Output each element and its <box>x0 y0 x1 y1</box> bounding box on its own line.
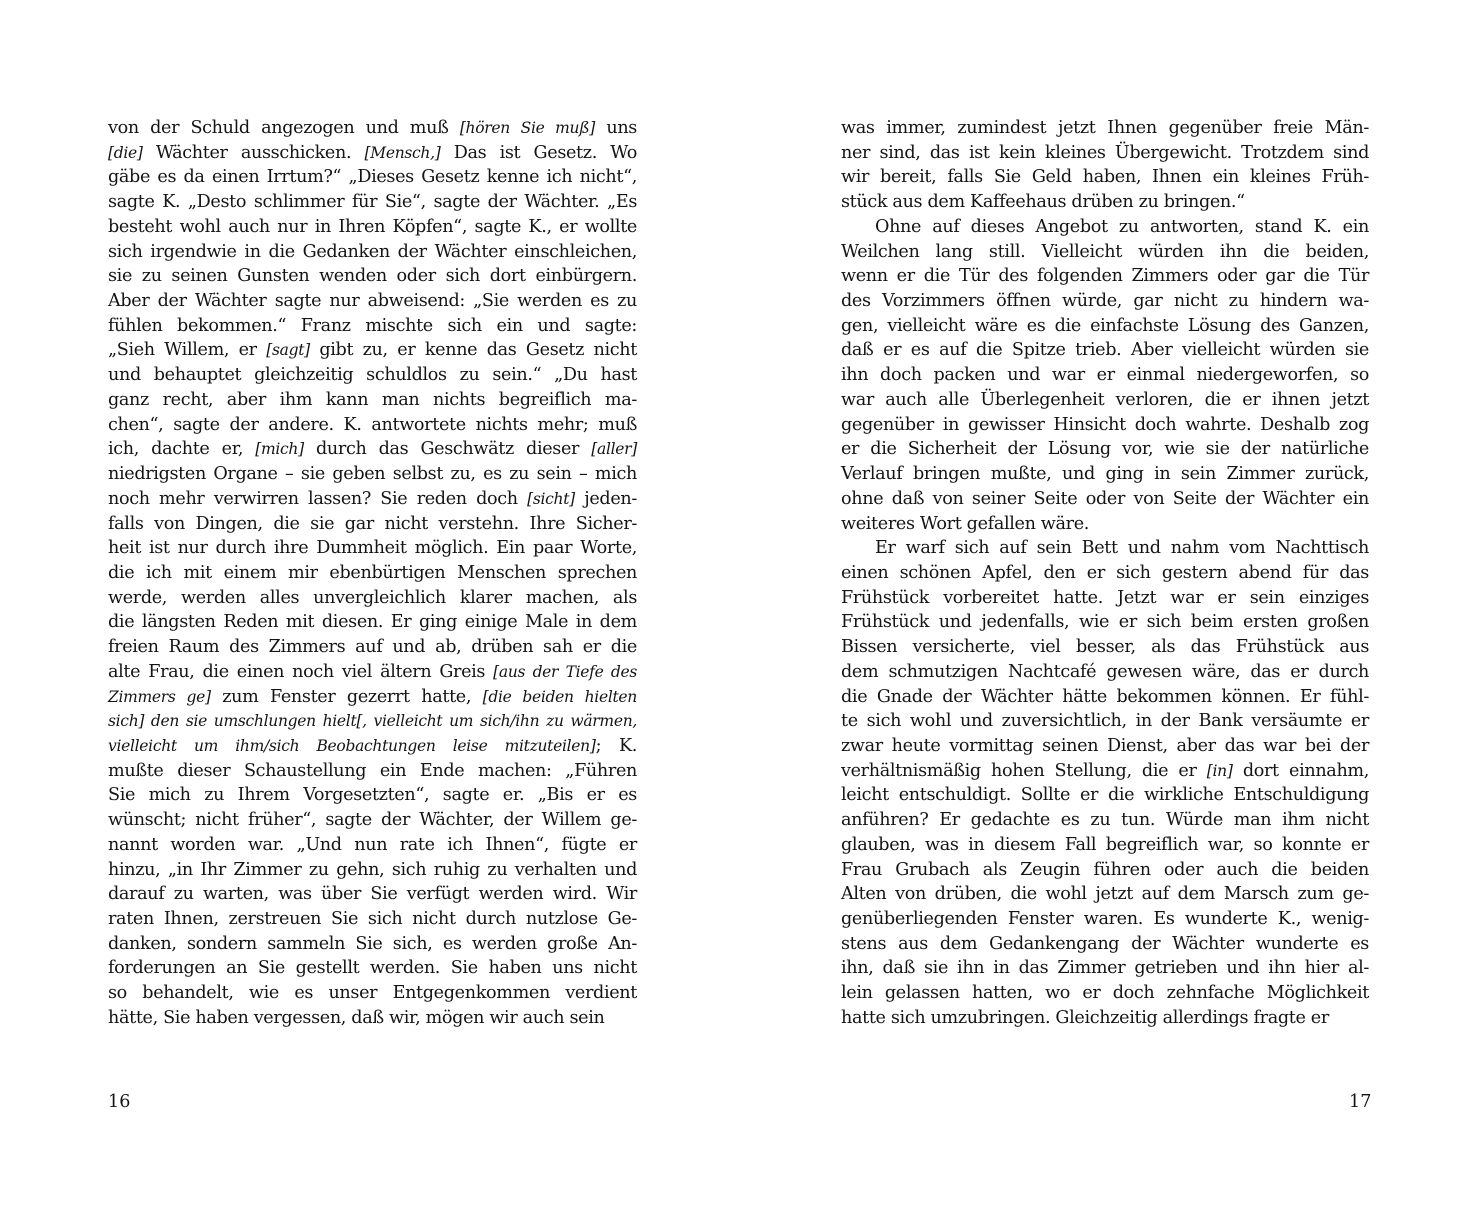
text-run: anführen? Er gedachte es zu tun. Würde man ihm nicht <box>841 810 1369 831</box>
text-line <box>108 289 637 314</box>
text-run: danken, sondern sammeln Sie sich, es werden große An- <box>108 933 637 954</box>
text-run: falls von Dingen, die sie gar nicht verstehn. Ihre Sicher- <box>108 513 637 534</box>
text-run: ohne daß von seiner Seite oder von Seite der Wächter ein <box>841 488 1369 509</box>
text-run: sagte K. „Desto schlimmer für Sie“, sagte der Wächter. „Es <box>108 192 637 213</box>
text-run: stück aus dem Kaffeehaus drüben zu bringen.“ <box>841 192 1245 213</box>
text-run: Weilchen lang still. Vielleicht würden ihn die beiden, <box>841 241 1369 262</box>
text-line <box>841 190 1369 215</box>
text-line <box>841 833 1369 858</box>
text-run: te sich wohl und zuversichtlich, in der Bank versäumte er <box>841 711 1369 732</box>
editorial-deletion: vielleicht um ihm/sich Beobachtungen leise mitzuteilen] <box>108 736 596 755</box>
text-run: zum Fenster gezerrt hatte, <box>210 686 483 707</box>
text-run: glauben, was in diesem Fall begreiflich war, so konnte er <box>841 834 1369 855</box>
text-line <box>108 437 637 462</box>
text-run: ner sind, das ist kein kleines Übergewicht. Trotzdem sind <box>841 142 1369 163</box>
text-run: die ich mit einem mir ebenbürtigen Menschen sprechen <box>108 562 637 583</box>
text-run: forderungen an Sie gestellt werden. Sie haben uns nicht <box>108 958 637 979</box>
text-line <box>841 932 1369 957</box>
text-line <box>108 314 637 339</box>
text-run: einen schönen Apfel, den er sich gestern abend für das <box>841 562 1369 583</box>
text-run: nannt worden war. „Und nun rate ich Ihnen“, fügte er <box>108 834 637 855</box>
text-run: ihn doch packen und war er einmal niedergeworfen, so <box>841 365 1369 386</box>
editorial-deletion: [sagt] <box>266 341 310 360</box>
text-line <box>108 660 637 685</box>
text-line <box>841 660 1369 685</box>
text-run: Aber der Wächter sagte nur abweisend: „Sie werden es zu <box>108 291 637 312</box>
editorial-deletion: [in] <box>1206 761 1233 780</box>
text-line <box>108 783 637 808</box>
editorial-deletion: [aller] <box>591 440 637 459</box>
text-line <box>108 734 637 759</box>
text-run: „Sieh Willem, er <box>108 340 267 361</box>
text-run: er die Sicherheit der Lösung vor, wie sie der natürliche <box>841 439 1369 460</box>
text-line <box>108 190 637 215</box>
text-line <box>108 635 637 660</box>
text-line <box>108 264 637 289</box>
text-line <box>108 240 637 265</box>
editorial-deletion: [sicht] <box>527 489 575 508</box>
text-run: war auch alle Überlegenheit verloren, die er ihnen jetzt <box>841 389 1369 410</box>
text-run: des Vorzimmers öffnen würde, gar nicht zu hindern wa- <box>841 291 1369 312</box>
text-line <box>841 981 1369 1006</box>
text-line <box>841 437 1369 462</box>
text-line <box>841 116 1369 141</box>
text-run: dem schmutzigen Nachtcafé gewesen wäre, das er durch <box>841 661 1369 682</box>
text-run: Alten von drüben, die wohl jetzt auf dem Marsch zum ge- <box>841 884 1369 905</box>
text-run: zwar heute vormittag seinen Dienst, aber das war bei der <box>841 735 1369 756</box>
text-line <box>108 882 637 907</box>
text-line <box>841 487 1369 512</box>
text-line <box>108 536 637 561</box>
text-run: gäbe es da einen Irrtum?“ „Dieses Gesetz kenne ich nicht“, <box>108 167 637 188</box>
editorial-deletion: [mich] <box>255 440 304 459</box>
text-run: ganz recht, aber ihm kann man nichts begreiflich ma- <box>108 389 637 410</box>
text-run: und behauptet gleichzeitig schuldlos zu sein.“ „Du hast <box>108 365 637 386</box>
text-run: genüberliegenden Fenster waren. Es wunderte K., wenig- <box>841 909 1369 929</box>
text-line <box>108 561 637 586</box>
text-line <box>841 363 1369 388</box>
text-line <box>108 462 637 487</box>
text-line <box>108 907 637 932</box>
editorial-deletion: Zimmers ge] <box>108 687 211 706</box>
text-line <box>108 165 637 190</box>
text-line <box>108 759 637 784</box>
text-line <box>108 833 637 858</box>
text-run: ihn, daß sie ihn in das Zimmer getrieben und ihn hier al- <box>841 958 1369 979</box>
text-line <box>841 561 1369 586</box>
text-line <box>841 240 1369 265</box>
text-line <box>108 808 637 833</box>
text-run: sie zu seinen Gunsten wenden oder sich dort einbürgern. <box>108 266 637 287</box>
text-line <box>108 413 637 438</box>
text-line <box>841 141 1369 166</box>
text-run: lein gelassen hatten, wo er doch zehnfache Möglichkeit <box>841 983 1369 1004</box>
text-line <box>841 685 1369 710</box>
text-run: daß er es auf die Spitze trieb. Aber vielleicht würden sie <box>841 340 1369 361</box>
text-line <box>841 1006 1369 1031</box>
text-run: die Gnade der Wächter hätte bekommen können. Er fühl- <box>841 686 1369 707</box>
text-line <box>841 462 1369 487</box>
text-run: fühlen bekommen.“ Franz mischte sich ein und sagte: <box>108 315 637 336</box>
text-run: raten Ihnen, zerstreuen Sie sich nicht durch nutzlose Ge- <box>108 909 637 929</box>
text-line <box>108 586 637 611</box>
text-run: Ohne auf dieses Angebot zu antworten, stand K. ein <box>875 216 1369 237</box>
text-line <box>841 858 1369 883</box>
text-line <box>841 165 1369 190</box>
text-line <box>841 734 1369 759</box>
text-run: durch das Geschwätz dieser <box>303 439 592 460</box>
text-line <box>841 289 1369 314</box>
text-run: uns <box>595 118 637 138</box>
text-run: gegenüber in gewisser Hinsicht doch wahrte. Deshalb zog <box>841 414 1369 435</box>
text-line <box>841 338 1369 363</box>
text-line <box>108 487 637 512</box>
text-run: Bissen versicherte, viel besser, als das Frühstück aus <box>841 637 1369 658</box>
text-run: wenn er die Tür des folgenden Zimmers oder gar die Tür <box>841 266 1369 287</box>
text-run: Wächter ausschicken. <box>142 142 365 163</box>
text-run: Das ist Gesetz. Wo <box>440 142 637 163</box>
text-line <box>841 264 1369 289</box>
text-line <box>841 610 1369 635</box>
text-run: gibt zu, er kenne das Gesetz nicht <box>309 340 638 361</box>
text-line <box>108 858 637 883</box>
text-run: sich irgendwie in die Gedanken der Wächter einschleichen, <box>108 241 637 262</box>
editorial-deletion: [hören Sie muß] <box>459 119 596 137</box>
text-run: hinzu, „in Ihr Zimmer zu gehn, sich ruhig zu verhalten und <box>108 859 637 880</box>
text-run: weiteres Wort gefallen wäre. <box>841 513 1090 534</box>
text-line <box>108 1006 637 1031</box>
text-line <box>841 956 1369 981</box>
text-run: wir bereit, falls Sie Geld haben, Ihnen ein kleines Früh- <box>841 167 1369 188</box>
text-line <box>108 141 637 166</box>
text-run: darauf zu warten, was über Sie verfügt werden wird. Wir <box>108 884 637 905</box>
text-line <box>841 413 1369 438</box>
page-number-left: 16 <box>108 1092 131 1112</box>
text-line <box>108 685 637 710</box>
text-line <box>108 932 637 957</box>
text-run: noch mehr verwirren lassen? Sie reden doch <box>108 488 528 509</box>
text-run: so behandelt, wie es unser Entgegenkommen verdient <box>108 983 637 1004</box>
text-run: Frühstück und jedenfalls, wie er sich beim ersten großen <box>841 612 1369 633</box>
text-line <box>841 388 1369 413</box>
text-line <box>108 610 637 635</box>
text-run: Er warf sich auf sein Bett und nahm vom Nachttisch <box>875 538 1369 559</box>
page-number-right: 17 <box>1349 1092 1372 1112</box>
text-run: chen“, sagte der andere. K. antwortete nichts mehr; muß <box>108 414 637 435</box>
text-line <box>841 536 1369 561</box>
text-line <box>841 882 1369 907</box>
text-run: werde, werden alles unvergleichlich klarer machen, als <box>108 587 637 608</box>
text-line <box>841 783 1369 808</box>
text-line <box>841 709 1369 734</box>
text-line <box>108 388 637 413</box>
text-run: freien Raum des Zimmers auf und ab, drüben sah er die <box>108 637 637 658</box>
text-run: wünscht; nicht früher“, sagte der Wächter, der Willem ge- <box>108 810 637 831</box>
editorial-deletion: [die] <box>108 143 143 162</box>
text-line <box>841 314 1369 339</box>
text-line <box>108 956 637 981</box>
text-run: ich, dachte er, <box>108 439 256 460</box>
text-run: von der Schuld angezogen und muß <box>108 118 460 138</box>
editorial-deletion: [aus der Tiefe des <box>493 662 637 681</box>
editorial-deletion: sich] den sie umschlungen hielt[, vielleicht um sich/ihn zu wärmen, <box>108 712 637 731</box>
text-line <box>108 116 637 141</box>
text-line <box>108 981 637 1006</box>
text-line <box>108 215 637 240</box>
text-run: hätte, Sie haben vergessen, daß wir, mögen wir auch sein <box>108 1007 605 1028</box>
text-line <box>108 709 637 734</box>
text-run: gen, vielleicht wäre es die einfachste Lösung des Ganzen, <box>841 315 1369 336</box>
text-run: niedrigsten Organe – sie geben selbst zu, es zu sein – mich <box>108 464 637 485</box>
editorial-deletion: [die beiden hielten <box>482 687 637 706</box>
text-run: Frühstück vorbereitet hatte. Jetzt war er sein einziges <box>841 587 1369 608</box>
text-line <box>841 215 1369 240</box>
editorial-deletion: [Mensch,] <box>364 143 441 162</box>
text-line <box>108 512 637 537</box>
text-run: stens aus dem Gedankengang der Wächter wunderte es <box>841 933 1369 954</box>
text-run: die längsten Reden mit diesen. Er ging einige Male in dem <box>108 612 637 633</box>
text-run: leicht entschuldigt. Sollte er die wirkliche Entschuldigung <box>841 785 1369 806</box>
text-run: verhältnismäßig hohen Stellung, die er <box>841 760 1207 781</box>
text-run: was immer, zumindest jetzt Ihnen gegenüber freie Män- <box>841 118 1369 138</box>
text-run: ; K. <box>595 735 637 756</box>
text-run: alte Frau, die einen noch viel ältern Greis <box>108 661 494 682</box>
text-run: heit ist nur durch ihre Dummheit möglich. Ein paar Worte, <box>108 538 637 559</box>
text-run: dort einnahm, <box>1232 760 1370 781</box>
text-run: Sie mich zu Ihrem Vorgesetzten“, sagte er. „Bis er es <box>108 785 637 806</box>
text-line <box>841 586 1369 611</box>
left-page-text <box>108 116 637 1031</box>
text-run: jeden- <box>574 488 637 509</box>
text-line <box>841 808 1369 833</box>
text-line <box>841 635 1369 660</box>
text-line <box>841 907 1369 932</box>
text-run: Verlauf bringen mußte, und ging in sein Zimmer zurück, <box>841 464 1369 485</box>
text-run: Frau Grubach als Zeugin führen oder auch die beiden <box>841 859 1369 880</box>
text-line <box>108 338 637 363</box>
right-page-text <box>841 116 1369 1031</box>
text-run: hatte sich umzubringen. Gleichzeitig allerdings fragte er <box>841 1007 1329 1028</box>
text-run: mußte dieser Schaustellung ein Ende machen: „Führen <box>108 760 637 781</box>
text-line <box>841 512 1369 537</box>
text-line <box>841 759 1369 784</box>
text-run: besteht wohl auch nur in Ihren Köpfen“, sagte K., er wollte <box>108 216 637 237</box>
text-line <box>108 363 637 388</box>
